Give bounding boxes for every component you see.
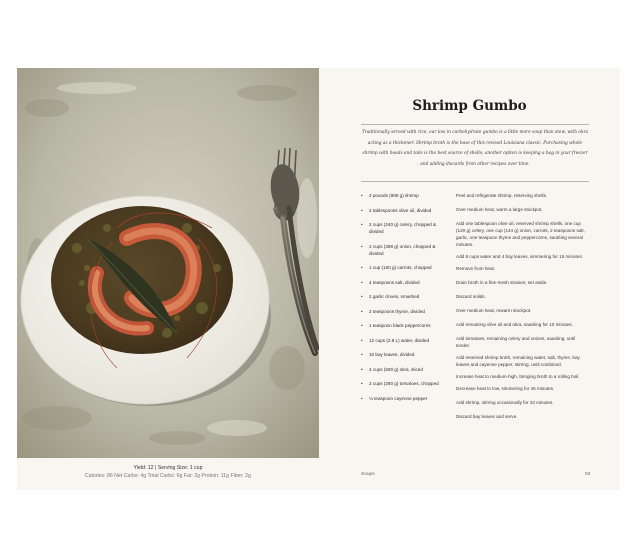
ingredient-text: 2 pounds (908 g) shrimp (369, 193, 419, 198)
method-step: Add one tablespoon olive oil, reserved shrimp shells, one cup (120 g) celery, one cup (144 g) onion, carrots, 2 teaspoons salt, garlic, one teaspoon thyme and peppercorns, sautéing several minutes. (456, 221, 585, 247)
bullet: • (361, 294, 363, 299)
bullet: • (361, 323, 363, 328)
method-step: Peel and refrigerate shrimp, reserving shells. (456, 193, 548, 198)
ingredient-item (361, 192, 451, 199)
method-step: Remove from heat. (456, 266, 496, 271)
method-step: Add tomatoes, remaining celery and onions, sautéing, until tender. (456, 336, 576, 348)
method-step: Add 8 cups water and 4 bay leaves, simmering for 15 minutes. (456, 254, 583, 259)
bullet: • (361, 381, 363, 386)
book-spread (17, 68, 620, 490)
page-number: 93 (585, 472, 591, 477)
bullet: • (361, 265, 363, 270)
top-divider (361, 124, 589, 125)
ingredient-item (361, 243, 451, 257)
ingredient-list (361, 192, 451, 402)
ingredient-item (361, 395, 451, 402)
ingredient-text: 4 cups (500 g) okra, sliced (369, 366, 423, 372)
method-step: Discard bay leaves and serve. (456, 414, 518, 419)
ingredient-item (361, 279, 451, 286)
recipe-title: Shrimp Gumbo (412, 98, 527, 114)
ingredient-item (361, 322, 451, 329)
recipe-intro: Traditionally served with rice, our low in carbohydrate gumbo is a little more soup than stew, with okra acting as a thickener. Shrimp broth is the base of this revised Louisiana classic. Purchasing whole shrimp with heads and tails is the best source of shells; another option is keeping a bag in your freezer and adding discards from other recipes over time. (361, 130, 589, 167)
right-page (319, 68, 620, 490)
method-step: Drain broth in a fine-mesh strainer, set aside. (456, 280, 548, 285)
ingredient-item (361, 221, 451, 235)
gumbo-photo (17, 68, 319, 458)
ingredient-text: 12 cups (2.8 L) water, divided (369, 337, 430, 343)
ingredient-text: 1 teaspoon black peppercorns (369, 323, 431, 328)
section-label: Soups (361, 472, 375, 477)
bullet: • (361, 337, 363, 343)
ingredient-item (361, 207, 451, 214)
left-page (17, 68, 319, 490)
bullet: • (361, 279, 363, 285)
bullet: • (361, 366, 363, 372)
method-step: Over medium heat, rewarm stockpot. (456, 308, 532, 313)
method-step: Discard solids. (456, 294, 486, 299)
ingredient-text: 2 cups (280 g) tomatoes, chopped (369, 381, 439, 386)
ingredient-text: 1 cup (160 g) carrots, chopped (369, 265, 432, 270)
bullet: • (361, 193, 363, 198)
method-step: Over medium heat, warm a large stockpot. (456, 207, 543, 212)
bullet: • (361, 207, 363, 213)
ingredient-text: 2 teaspoons thyme, divided (369, 308, 425, 314)
method-steps (456, 192, 590, 420)
bullet: • (361, 222, 363, 227)
nutrition-footer (17, 464, 319, 480)
ingredient-text: 10 bay leaves, divided (369, 352, 415, 357)
method-step: Decrease heat to low, simmering for 45 minutes. (456, 386, 555, 391)
ingredient-item (361, 264, 451, 271)
ingredient-text: ⅛ teaspoon cayenne pepper (369, 395, 428, 401)
ingredient-item (361, 380, 451, 387)
ingredient-text: 2 cups (240 g) celery, chopped & divided (369, 222, 437, 234)
bullet: • (361, 395, 363, 401)
ingredient-text: 2 tablespoons olive oil, divided (369, 207, 432, 213)
yield-info: Yield: 12 | Serving Size: 1 cup (133, 465, 203, 471)
ingredient-item (361, 337, 451, 344)
method-step: Add reserved shrimp broth, remaining water, salt, thyme, bay leaves and cayenne pepper, stirring, until combined. (456, 355, 580, 367)
nutrition-facts: Calories: 86 Net Carbs: 4g Total Carbs: 6g Fat: 2g Protein: 11g Fiber: 2g (85, 473, 251, 479)
ingredient-text: 2 cups (288 g) onion, chopped & divided (369, 243, 436, 256)
ingredient-item (361, 308, 451, 315)
gumbo-bowl-image (17, 68, 319, 458)
method-step: Add remaining olive oil and okra, sautéing for 10 minutes. (456, 322, 573, 327)
ingredient-text: 2 garlic cloves, smashed (369, 294, 420, 299)
bullet: • (361, 352, 363, 357)
ingredient-item (361, 293, 451, 300)
method-step: Add shrimp, stirring occasionally for 10 minutes. (456, 400, 554, 405)
bottom-divider (361, 181, 589, 182)
ingredient-item (361, 366, 451, 373)
ingredient-item (361, 351, 451, 358)
bullet: • (361, 243, 363, 249)
bullet: • (361, 308, 363, 314)
method-step: Increase heat to medium-high, bringing broth to a rolling boil. (456, 374, 580, 379)
ingredient-text: 4 teaspoons salt, divided (369, 279, 420, 285)
